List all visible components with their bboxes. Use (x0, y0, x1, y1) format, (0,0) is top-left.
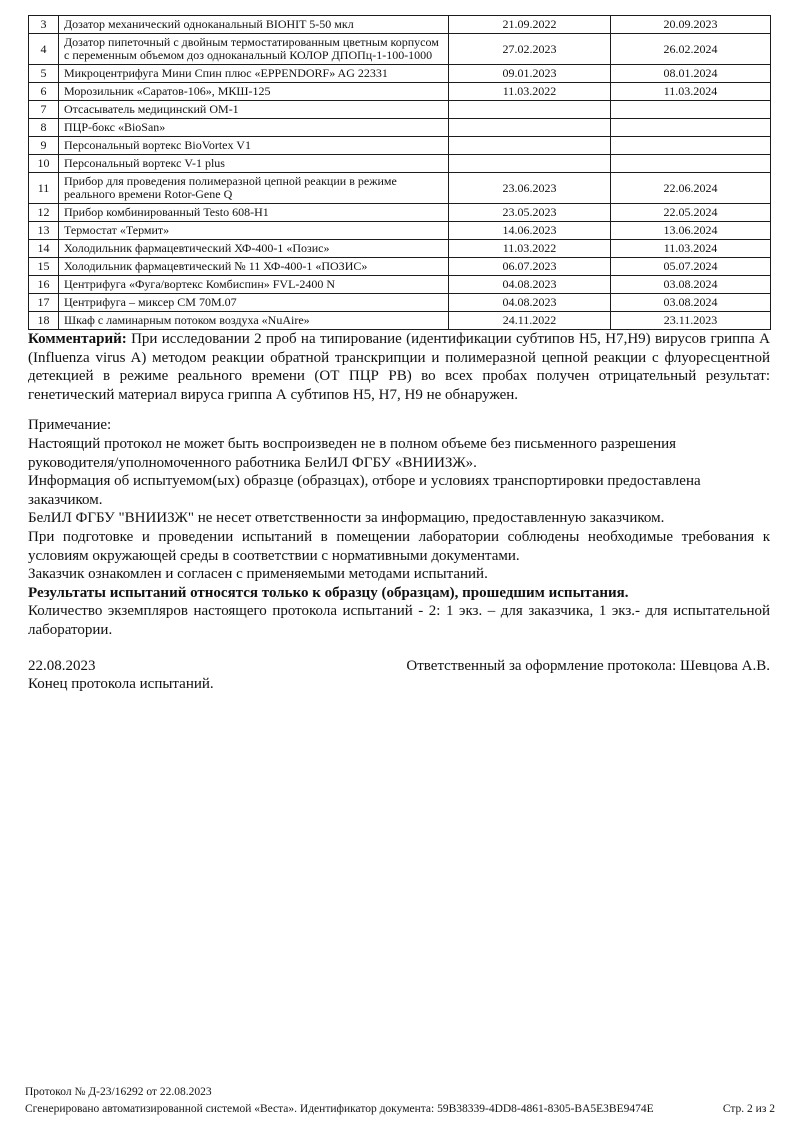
equipment-name-cell: Дозатор пипеточный с двойным термостатированным цветным корпусом с переменным объемом доз одноканальный КОЛОР ДПОПц-1-100-1000 (59, 34, 449, 65)
table-row (29, 240, 771, 258)
equipment-name-cell: Центрифуга – миксер СМ 70М.07 (59, 294, 449, 312)
row-number-cell: 3 (29, 16, 59, 34)
next-verification-date-cell: 13.06.2024 (611, 222, 771, 240)
verification-date-cell: 23.05.2023 (449, 204, 611, 222)
equipment-name-cell: Дозатор механический одноканальный BIOHIT 5-50 мкл (59, 16, 449, 34)
table-row (29, 204, 771, 222)
verification-date-cell: 11.03.2022 (449, 240, 611, 258)
next-verification-date-cell: 22.05.2024 (611, 204, 771, 222)
row-number-cell: 7 (29, 101, 59, 119)
verification-date-cell: 24.11.2022 (449, 312, 611, 330)
note-line: Количество экземпляров настоящего протокола испытаний - 2: 1 экз. – для заказчика, 1 экз.- для испытательной лаборатории. (28, 603, 770, 638)
row-number-cell: 16 (29, 276, 59, 294)
verification-date-cell: 04.08.2023 (449, 276, 611, 294)
row-number-cell: 11 (29, 173, 59, 204)
row-number-cell: 9 (29, 137, 59, 155)
next-verification-date-cell (611, 101, 771, 119)
table-row (29, 101, 771, 119)
table-row (29, 119, 771, 137)
footer-generated-info: Сгенерировано автоматизированной системой «Веста». Идентификатор документа: 59B38339-4DD8-4861-8305-BA5E3BE9474E (25, 1102, 654, 1115)
equipment-name-cell: Морозильник «Саратов-106», МКШ-125 (59, 83, 449, 101)
next-verification-date-cell: 26.02.2024 (611, 34, 771, 65)
equipment-name-cell: Прибор комбинированный Testo 608-H1 (59, 204, 449, 222)
equipment-name-cell: Микроцентрифуга Мини Спин плюс «EPPENDORF» AG 22331 (59, 65, 449, 83)
next-verification-date-cell: 11.03.2024 (611, 240, 771, 258)
row-number-cell: 14 (29, 240, 59, 258)
row-number-cell: 4 (29, 34, 59, 65)
next-verification-date-cell: 20.09.2023 (611, 16, 771, 34)
next-verification-date-cell: 03.08.2024 (611, 294, 771, 312)
table-row (29, 83, 771, 101)
note-line: БелИЛ ФГБУ "ВНИИЗЖ" не несет ответственности за информацию, предоставленную заказчиком. (28, 510, 665, 527)
verification-date-cell: 21.09.2022 (449, 16, 611, 34)
footer-protocol-number: Протокол № Д-23/16292 от 22.08.2023 (25, 1086, 212, 1098)
row-number-cell: 18 (29, 312, 59, 330)
next-verification-date-cell: 22.06.2024 (611, 173, 771, 204)
table-row (29, 65, 771, 83)
equipment-name-cell: Отсасыватель медицинский ОМ-1 (59, 101, 449, 119)
verification-date-cell (449, 101, 611, 119)
footer-page-number: Стр. 2 из 2 (722, 1102, 775, 1115)
note-line: При подготовке и проведении испытаний в помещении лаборатории соблюдены необходимые требования к условиям окружающей среды в соответствии с нормативными документами. (28, 528, 770, 564)
verification-date-cell: 04.08.2023 (449, 294, 611, 312)
equipment-table-body (29, 16, 771, 330)
equipment-name-cell: Персональный вортекс BioVortex V1 (59, 137, 449, 155)
comment-label: Комментарий: (28, 331, 127, 347)
next-verification-date-cell: 05.07.2024 (611, 258, 771, 276)
responsible-person: Ответственный за оформление протокола: Шевцова А.В. (406, 657, 770, 674)
table-row (29, 155, 771, 173)
row-number-cell: 8 (29, 119, 59, 137)
equipment-name-cell: Прибор для проведения полимеразной цепной реакции в режиме реального времени Rotor-Gene Q (59, 173, 449, 204)
equipment-name-cell: Холодильник фармацевтический ХФ-400-1 «Позис» (59, 240, 449, 258)
note-line: Настоящий протокол не может быть воспроизведен не в полном объеме без письменного разрешения руководителя/уполномоченного работника БелИЛ ФГБУ «ВНИИЗЖ». (28, 435, 677, 471)
verification-date-cell (449, 119, 611, 137)
equipment-name-cell: Термостат «Термит» (59, 222, 449, 240)
table-row (29, 173, 771, 204)
next-verification-date-cell: 11.03.2024 (611, 83, 771, 101)
protocol-date: 22.08.2023 (28, 657, 96, 674)
equipment-name-cell: ПЦР-бокс «BioSan» (59, 119, 449, 137)
next-verification-date-cell (611, 119, 771, 137)
table-row (29, 258, 771, 276)
comment-text: При исследовании 2 проб на типирование (идентификации субтипов H5, H7,H9) вирусов гриппа А (Influenza virus A) методом реакции обратной транскрипции и полимеразной цепной реакции с флуоресцентной детекцией в режиме реального времени (ОТ ПЦР РВ) во всех пробах получен отрицательный результат: генетический материал вируса гриппа А субтипов H5, H7, H9 не обнаружен. (28, 331, 770, 403)
document-content (28, 15, 770, 694)
verification-date-cell: 23.06.2023 (449, 173, 611, 204)
next-verification-date-cell: 23.11.2023 (611, 312, 771, 330)
next-verification-date-cell (611, 155, 771, 173)
table-row (29, 16, 771, 34)
equipment-name-cell: Центрифуга «Фуга/вортекс Комбиспин» FVL-2400 N (59, 276, 449, 294)
verification-date-cell (449, 137, 611, 155)
page-footer (25, 1084, 775, 1117)
table-row (29, 222, 771, 240)
note-line: Примечание: (28, 417, 112, 434)
note-line: Заказчик ознакомлен и согласен с применяемыми методами испытаний. (28, 566, 488, 583)
verification-date-cell: 09.01.2023 (449, 65, 611, 83)
next-verification-date-cell (611, 137, 771, 155)
equipment-table (28, 15, 771, 330)
comment-paragraph (28, 330, 770, 404)
row-number-cell: 15 (29, 258, 59, 276)
row-number-cell: 5 (29, 65, 59, 83)
table-row (29, 294, 771, 312)
verification-date-cell: 27.02.2023 (449, 34, 611, 65)
table-row (29, 137, 771, 155)
verification-date-cell: 06.07.2023 (449, 258, 611, 276)
note-line: Результаты испытаний относятся только к образцу (образцам), прошедшим испытания. (28, 584, 629, 601)
row-number-cell: 10 (29, 155, 59, 173)
verification-date-cell (449, 155, 611, 173)
next-verification-date-cell: 03.08.2024 (611, 276, 771, 294)
notes-block (28, 416, 770, 639)
table-row (29, 276, 771, 294)
table-row (29, 312, 771, 330)
footer-second-row (25, 1101, 775, 1118)
note-line: Информация об испытуемом(ых) образце (образцах), отборе и условиях транспортировки предоставлена заказчиком. (28, 473, 701, 508)
verification-date-cell: 14.06.2023 (449, 222, 611, 240)
equipment-name-cell: Персональный вортекс V-1 plus (59, 155, 449, 173)
row-number-cell: 12 (29, 204, 59, 222)
row-number-cell: 6 (29, 83, 59, 101)
signature-row (28, 657, 770, 676)
row-number-cell: 17 (29, 294, 59, 312)
end-of-protocol-line: Конец протокола испытаний. (28, 676, 214, 693)
verification-date-cell: 11.03.2022 (449, 83, 611, 101)
row-number-cell: 13 (29, 222, 59, 240)
equipment-name-cell: Холодильник фармацевтический № 11 ХФ-400-1 «ПОЗИС» (59, 258, 449, 276)
table-row (29, 34, 771, 65)
next-verification-date-cell: 08.01.2024 (611, 65, 771, 83)
equipment-name-cell: Шкаф с ламинарным потоком воздуха «NuAire» (59, 312, 449, 330)
